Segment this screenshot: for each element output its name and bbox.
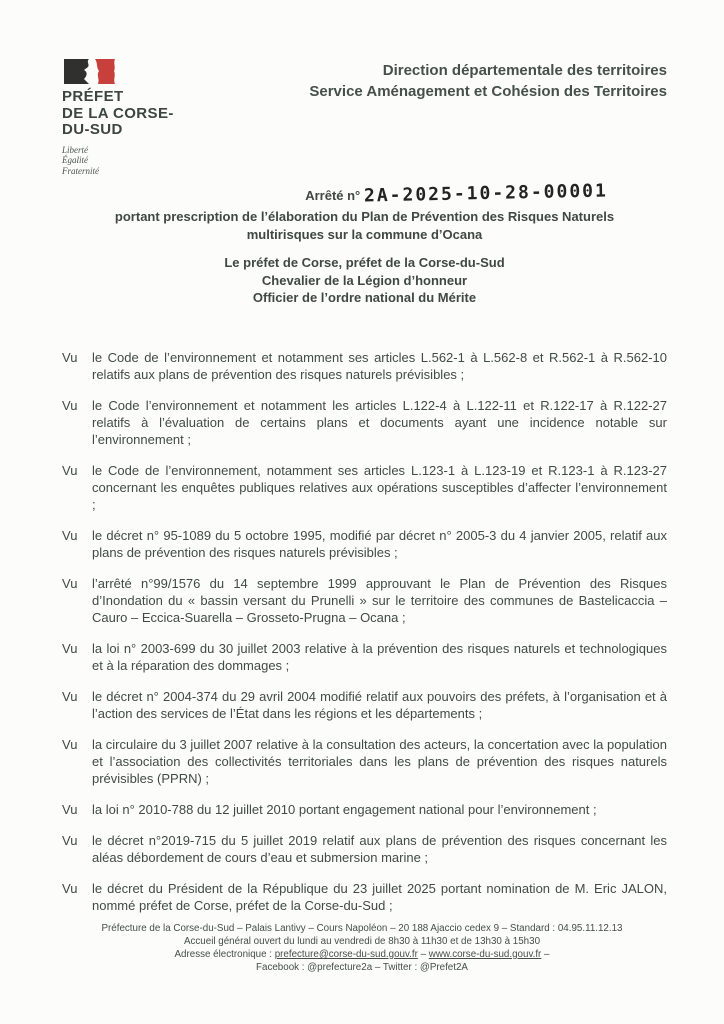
vu-clause-row [62, 527, 667, 561]
vu-label: Vu [62, 736, 78, 752]
prefecture-name [62, 89, 252, 139]
republic-motto [62, 145, 252, 177]
vu-clause-row [62, 736, 667, 787]
vu-label: Vu [62, 801, 78, 817]
prefecture-name-line2: DE LA CORSE- [62, 104, 174, 122]
vu-clause-text: le décret n°2019-715 du 5 juillet 2019 relatif aux plans de prévention des risques concernant les aléas débordement de cours d’eau et submersion marine ; [92, 832, 667, 865]
vu-clause-row [62, 575, 667, 626]
vu-clause-row [62, 640, 667, 674]
vu-clause-text: le Code de l’environnement et notamment ses articles L.562-1 à L.562-8 et R.562-1 à R.562-10 relatifs aux plans de prévention des risques naturels prévisibles ; [92, 349, 667, 382]
direction-line1: Direction départementale des territoires [382, 62, 667, 79]
direction-line2: Service Aménagement et Cohésion des Territoires [309, 83, 667, 100]
title-block [62, 182, 667, 307]
vu-clause-row [62, 462, 667, 513]
marianne-logo-icon [62, 58, 118, 85]
footer-email-link: prefecture@corse-du-sud.gouv.fr [274, 949, 418, 960]
vu-label: Vu [62, 640, 78, 656]
vu-label: Vu [62, 462, 78, 478]
vu-clause-row [62, 832, 667, 866]
signatory-line2: Chevalier de la Légion d’honneur [261, 272, 468, 288]
vu-label: Vu [62, 349, 78, 365]
footer-website-link: www.corse-du-sud.gouv.fr [428, 949, 542, 960]
arrete-subject-line1: portant prescription de l’élaboration du Plan de Prévention des Risques Naturels [114, 209, 615, 224]
footer-address-line: Préfecture de la Corse-du-Sud – Palais Lantivy – Cours Napoléon – 20 188 Ajaccio cedex 9 – Standard : 04.95.11.12.13 [101, 923, 623, 934]
footer-hours-line: Accueil général ouvert du lundi au vendredi de 8h30 à 11h30 et de 13h30 à 15h30 [183, 936, 541, 947]
vu-clause-text: la circulaire du 3 juillet 2007 relative à la consultation des acteurs, la concertation avec la population et l’association des collectivités territoriales dans les plans de prévention des risques naturels prévisibles (PPRN) ; [92, 736, 667, 786]
footer-social-line: Facebook : @prefecture2a – Twitter : @Prefet2A [256, 962, 468, 973]
prefecture-name-line3: DU-SUD [62, 121, 123, 138]
vu-clause-row [62, 349, 667, 383]
vu-clause-row [62, 801, 667, 818]
vu-clause-text: la loi n° 2010-788 du 12 juillet 2010 portant engagement national pour l’environnement ; [92, 801, 597, 817]
arrete-prefix: Arrêté n° [305, 188, 361, 203]
vu-clause-text: la loi n° 2003-699 du 30 juillet 2003 relative à la prévention des risques naturels et technologiques et à la réparation des dommages ; [92, 640, 667, 673]
vu-clause-text: le Code l’environnement et notamment les articles L.122-4 à L.122-11 et R.122-17 à R.122-27 relatifs à l’évaluation de certains plans et documents ayant une incidence notable sur l’environnement ; [92, 397, 667, 447]
arrete-number-line [154, 182, 724, 208]
arrete-subject-line2: multirisques sur la commune d’Ocana [246, 226, 483, 242]
prefecture-name-line1: PRÉFET [62, 88, 124, 105]
footer-contact-separator: – [417, 949, 429, 960]
issuing-service [309, 60, 667, 102]
vu-label: Vu [62, 832, 78, 848]
vu-label: Vu [62, 527, 78, 543]
prefecture-logo [62, 58, 252, 176]
signatory-line3: Officier de l’ordre national du Mérite [252, 290, 477, 305]
motto-line2: Égalité [62, 155, 88, 165]
vu-label: Vu [62, 575, 78, 591]
vu-clause-text: le Code de l’environnement, notamment ses articles L.123-1 à L.123-19 et R.123-1 à R.123-27 concernant les enquêtes publiques relatives aux opérations susceptibles d’affecter l’environnement ; [92, 462, 667, 512]
document-header [62, 58, 667, 176]
vu-clause-text: l’arrêté n°99/1576 du 14 septembre 1999 approuvant le Plan de Prévention des Risques d’Inondation du « bassin versant du Prunelli » sur le territoire des communes de Bastelicaccia – Cauro – Eccica-Suarella – Grosseto-Prugna – Ocana ; [92, 575, 667, 625]
vu-label: Vu [62, 880, 78, 896]
signatory-titles [62, 254, 667, 307]
signatory-line1: Le préfet de Corse, préfet de la Corse-du-Sud [224, 255, 505, 270]
arrete-number-handwritten: 2A-2025-10-28-00001 [363, 180, 608, 207]
motto-line3: Fraternité [62, 165, 99, 176]
vu-clause-row [62, 880, 667, 914]
vu-clause-row [62, 397, 667, 448]
footer-contact-suffix: – [541, 949, 550, 960]
footer-email-label: Adresse électronique : [174, 949, 275, 960]
vu-label: Vu [62, 397, 78, 413]
vu-clause-text: le décret n° 95-1089 du 5 octobre 1995, modifié par décret n° 2005-3 du 4 janvier 2005, relatif aux plans de prévention des risques naturels prévisibles ; [92, 527, 667, 560]
footer-contact-line [0, 948, 724, 961]
vu-clause-text: le décret n° 2004-374 du 29 avril 2004 modifié relatif aux pouvoirs des préfets, à l’organisation et à l’action des services de l’État dans les régions et les départements ; [92, 688, 667, 721]
vu-clause-text: le décret du Président de la République du 23 juillet 2025 portant nomination de M. Eric JALON, nommé préfet de Corse, préfet de la Corse-du-Sud ; [92, 880, 667, 913]
vu-label: Vu [62, 688, 78, 704]
vu-clause-list [62, 349, 667, 914]
motto-line1: Liberté [62, 144, 88, 155]
vu-clause-row [62, 688, 667, 722]
document-footer [0, 922, 724, 974]
